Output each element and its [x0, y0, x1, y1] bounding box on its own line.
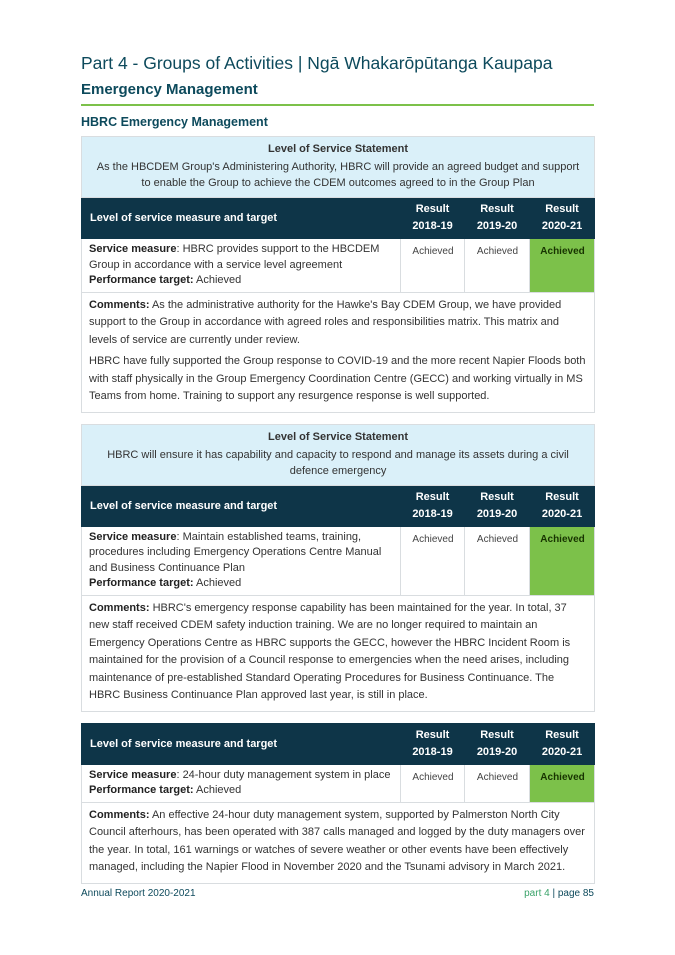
page-footer: [81, 888, 594, 899]
table-header: [82, 198, 595, 239]
los-heading: Level of Service Statement: [268, 143, 409, 155]
los-text: HBRC will ensure it has capability and capacity to respond and manage its assets during a civil defence emergency: [107, 448, 569, 477]
footer-part: part 4: [524, 888, 550, 899]
measure-cell: [82, 239, 401, 293]
header-result-2019-20: Result 2019-20: [465, 723, 530, 764]
footer-page-number: page 85: [557, 888, 594, 899]
los-heading: Level of Service Statement: [268, 430, 409, 443]
header-result-2018-19: Result 2018-19: [401, 723, 465, 764]
los-statement: [82, 424, 595, 485]
header-measure: Level of service measure and target: [82, 198, 401, 239]
result-2018-19: Achieved: [401, 239, 465, 293]
part-title: Part 4 - Groups of Activities | Ngā Whakarōpūtanga Kaupapa: [81, 53, 553, 73]
los-text: As the HBCDEM Group's Administering Authority, HBRC will provide an agreed budget and support to enable the Group to achieve the CDEM outcomes agreed to in the Group Plan: [96, 161, 580, 189]
comments-paragraph: HBRC have fully supported the Group response to COVID-19 and the more recent Napier Floods both with staff physically in the Group Emergency Coordination Centre (GECC) and working virtually in MS Teams from home. Training to support any resurgence response is well supported.: [89, 355, 586, 402]
footer-report-title: Annual Report 2020-2021: [81, 888, 196, 899]
los-row: [82, 424, 595, 485]
footer-page-ref: [524, 888, 594, 899]
service-table: [81, 136, 595, 884]
service-measure: Service measure: Maintain established teams, training, procedures including Emergency Operations Centre Manual and Business Continuance Plan: [89, 530, 382, 574]
result-2019-20: Achieved: [465, 526, 530, 595]
result-2020-21: Achieved: [530, 239, 595, 293]
footer-separator: |: [549, 888, 558, 899]
header-result-2019-20: Result 2019-20: [465, 485, 530, 526]
service-measure: Service measure: HBRC provides support to the HBCDEM Group in accordance with a service level agreement: [89, 243, 380, 271]
result-2018-19: Achieved: [401, 764, 465, 802]
measure-row: [82, 526, 595, 595]
measure-row: [82, 764, 595, 802]
measure-row: [82, 239, 595, 293]
header-measure: Level of service measure and target: [82, 485, 401, 526]
comments-paragraph: Comments: An effective 24-hour duty management system, supported by Palmerston North City Council afterhours, has been operated with 387 calls managed and logged by the duty managers over the year. In total, 161 warnings or watches of severe weather or other events have been effectively managed, including the Napier Flood in November 2020 and the Tsunami advisory in March 2021.: [89, 808, 585, 873]
header-result-2019-20: Result 2019-20: [465, 198, 530, 239]
sub-title: HBRC Emergency Management: [81, 115, 268, 129]
result-2020-21: Achieved: [530, 526, 595, 595]
performance-target: Performance target: Achieved: [89, 577, 242, 589]
table-header: [82, 485, 595, 526]
service-measure: Service measure: 24-hour duty management system in place: [89, 768, 391, 781]
measure-cell: [82, 526, 401, 595]
result-2020-21: Achieved: [530, 764, 595, 802]
los-row: [82, 137, 595, 198]
section-title: Emergency Management: [81, 80, 594, 106]
table-header: [82, 723, 595, 764]
los-statement: [82, 137, 595, 198]
measure-cell: [82, 764, 401, 802]
comments-cell: [82, 595, 595, 711]
performance-target: Performance target: Achieved: [89, 784, 242, 796]
header-result-2020-21: Result 2020-21: [530, 485, 595, 526]
comments-cell: [82, 292, 595, 412]
header-measure: Level of service measure and target: [82, 723, 401, 764]
header-result-2020-21: Result 2020-21: [530, 198, 595, 239]
comments-paragraph: Comments: As the administrative authority for the Hawke's Bay CDEM Group, we have provided support to the Group in accordance with agreed roles and responsibilities matrix. This matrix and levels of service are currently under review.: [89, 298, 562, 346]
comments-row: [82, 595, 595, 711]
header-result-2018-19: Result 2018-19: [401, 198, 465, 239]
result-2019-20: Achieved: [465, 764, 530, 802]
header-result-2018-19: Result 2018-19: [401, 485, 465, 526]
comments-row: [82, 292, 595, 412]
header-result-2020-21: Result 2020-21: [530, 723, 595, 764]
comments-row: [82, 802, 595, 883]
comments-paragraph: Comments: HBRC's emergency response capability has been maintained for the year. In total, 37 new staff received CDEM safety induction training. We are no longer required to maintain an Emergency Operations Centre as HBRC supports the GECC, however the HBRC Incident Room is maintained for the provision of a Council response to emergencies when the need arises, including maintenance of pre-established Standard Operating Procedures for Business Continuance. The HBRC Business Continuance Plan approved last year, is still in place.: [89, 601, 571, 701]
comments-cell: [82, 802, 595, 883]
result-2018-19: Achieved: [401, 526, 465, 595]
page-content: [81, 52, 594, 884]
performance-target: Performance target: Achieved: [89, 274, 242, 286]
result-2019-20: Achieved: [465, 239, 530, 293]
